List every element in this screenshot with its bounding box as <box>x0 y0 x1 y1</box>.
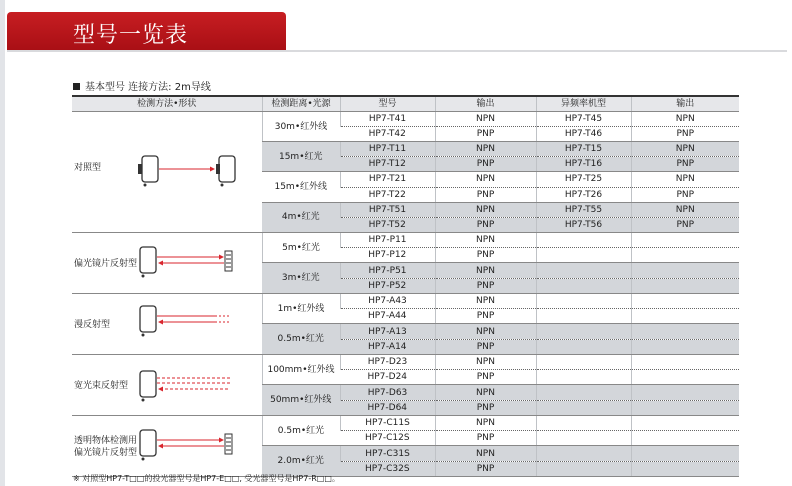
model-cell: HP7-A44 <box>340 309 435 324</box>
model-cell: HP7-T11 <box>340 142 435 157</box>
alt-model-cell: HP7-T15 <box>536 142 631 157</box>
output-cell: PNP <box>435 279 536 294</box>
model-cell: HP7-D63 <box>340 385 435 401</box>
alt-model-cell <box>536 462 631 477</box>
distance-cell: 3m•红光 <box>262 263 340 294</box>
bullet-square-icon <box>73 83 80 90</box>
alt-output-cell <box>631 263 739 279</box>
alt-model-cell: HP7-T55 <box>536 202 631 217</box>
model-cell: HP7-T22 <box>340 187 435 202</box>
output-cell: NPN <box>435 112 536 127</box>
output-cell: NPN <box>435 202 536 217</box>
alt-model-cell: HP7-T25 <box>536 172 631 187</box>
output-cell: NPN <box>435 324 536 340</box>
model-cell: HP7-T12 <box>340 157 435 172</box>
alt-output-cell <box>631 416 739 431</box>
distance-cell: 0.5m•红光 <box>262 324 340 355</box>
table-row <box>72 355 739 370</box>
alt-model-cell <box>536 233 631 248</box>
model-cell: HP7-C12S <box>340 431 435 446</box>
alt-model-cell <box>536 370 631 385</box>
section-heading-text: 基本型号 连接方法: 2m导线 <box>85 82 211 93</box>
model-cell: HP7-T42 <box>340 127 435 142</box>
alt-model-cell <box>536 340 631 355</box>
distance-cell: 50mm•红外线 <box>262 385 340 416</box>
model-cell: HP7-A13 <box>340 324 435 340</box>
alt-model-cell: HP7-T26 <box>536 187 631 202</box>
col-header-alt-output: 输出 <box>631 96 739 112</box>
title-banner <box>7 12 286 50</box>
output-cell: PNP <box>435 218 536 233</box>
alt-output-cell: PNP <box>631 218 739 233</box>
alt-model-cell <box>536 324 631 340</box>
output-cell: PNP <box>435 248 536 263</box>
alt-output-cell <box>631 401 739 416</box>
output-cell: PNP <box>435 187 536 202</box>
distance-cell: 15m•红外线 <box>262 172 340 202</box>
alt-model-cell <box>536 279 631 294</box>
alt-output-cell <box>631 248 739 263</box>
alt-output-cell <box>631 309 739 324</box>
alt-output-cell <box>631 294 739 309</box>
col-header-alt-model: 异频率机型 <box>536 96 631 112</box>
alt-model-cell: HP7-T45 <box>536 112 631 127</box>
method-label: 漫反射型 <box>74 320 111 330</box>
method-label: 宽光束反射型 <box>74 381 129 391</box>
alt-model-cell: HP7-T16 <box>536 157 631 172</box>
alt-model-cell <box>536 431 631 446</box>
model-cell: HP7-P12 <box>340 248 435 263</box>
model-cell: HP7-T21 <box>340 172 435 187</box>
distance-cell: 4m•红光 <box>262 202 340 232</box>
model-cell: HP7-A14 <box>340 340 435 355</box>
retro-reflective-diagram-icon <box>130 241 240 281</box>
alt-output-cell: PNP <box>631 127 739 142</box>
footnote: ※ 对照型HP7-T□□的投光器型号是HP7-E□□, 受光器型号是HP7-R□□。 <box>73 474 340 483</box>
method-cell <box>72 112 262 233</box>
col-header-method: 检测方法•形状 <box>72 96 262 112</box>
alt-output-cell: NPN <box>631 142 739 157</box>
distance-cell: 2.0m•红光 <box>262 446 340 477</box>
alt-model-cell <box>536 294 631 309</box>
alt-model-cell <box>536 446 631 462</box>
distance-cell: 100mm•红外线 <box>262 355 340 385</box>
distance-cell: 0.5m•红光 <box>262 416 340 446</box>
method-label: 透明物体检测用 偏光镜片反射型 <box>74 436 138 458</box>
table-header-row <box>72 96 739 112</box>
model-cell: HP7-T51 <box>340 202 435 217</box>
wide-beam-diagram-icon <box>130 365 240 405</box>
method-cell <box>72 416 262 477</box>
output-cell: PNP <box>435 462 536 477</box>
diffuse-diagram-icon <box>130 300 240 340</box>
alt-output-cell <box>631 370 739 385</box>
alt-model-cell <box>536 355 631 370</box>
output-cell: NPN <box>435 263 536 279</box>
distance-cell: 30m•红外线 <box>262 112 340 142</box>
model-cell: HP7-P52 <box>340 279 435 294</box>
alt-output-cell <box>631 431 739 446</box>
alt-output-cell <box>631 446 739 462</box>
method-label: 对照型 <box>74 163 102 173</box>
alt-output-cell <box>631 279 739 294</box>
output-cell: PNP <box>435 370 536 385</box>
col-header-distance: 检测距离•光源 <box>262 96 340 112</box>
alt-output-cell: PNP <box>631 187 739 202</box>
output-cell: NPN <box>435 355 536 370</box>
model-cell: HP7-C31S <box>340 446 435 462</box>
output-cell: NPN <box>435 233 536 248</box>
section-heading <box>73 78 211 93</box>
output-cell: NPN <box>435 416 536 431</box>
output-cell: NPN <box>435 446 536 462</box>
model-cell: HP7-D64 <box>340 401 435 416</box>
method-cell <box>72 355 262 416</box>
banner-underline <box>7 50 787 52</box>
alt-output-cell <box>631 385 739 401</box>
method-cell <box>72 233 262 294</box>
table-row <box>72 233 739 248</box>
alt-output-cell <box>631 462 739 477</box>
model-cell: HP7-P51 <box>340 263 435 279</box>
alt-model-cell <box>536 248 631 263</box>
distance-cell: 5m•红光 <box>262 233 340 263</box>
alt-output-cell <box>631 233 739 248</box>
alt-output-cell <box>631 355 739 370</box>
page-title: 型号一览表 <box>73 23 189 48</box>
table-row <box>72 112 739 127</box>
output-cell: NPN <box>435 385 536 401</box>
alt-model-cell <box>536 385 631 401</box>
method-cell <box>72 294 262 355</box>
method-label: 偏光镜片反射型 <box>74 259 138 269</box>
alt-model-cell: HP7-T46 <box>536 127 631 142</box>
through-beam-diagram-icon <box>130 150 240 190</box>
alt-model-cell <box>536 309 631 324</box>
alt-output-cell <box>631 324 739 340</box>
alt-output-cell <box>631 340 739 355</box>
model-cell: HP7-D24 <box>340 370 435 385</box>
model-cell: HP7-P11 <box>340 233 435 248</box>
alt-model-cell: HP7-T56 <box>536 218 631 233</box>
alt-model-cell <box>536 416 631 431</box>
col-header-output: 输出 <box>435 96 536 112</box>
output-cell: NPN <box>435 142 536 157</box>
output-cell: PNP <box>435 157 536 172</box>
model-cell: HP7-T41 <box>340 112 435 127</box>
table-row <box>72 416 739 431</box>
model-cell: HP7-D23 <box>340 355 435 370</box>
distance-cell: 1m•红外线 <box>262 294 340 324</box>
alt-model-cell <box>536 401 631 416</box>
model-table <box>72 95 739 477</box>
output-cell: PNP <box>435 340 536 355</box>
left-edge-rule <box>0 0 5 486</box>
model-cell: HP7-T52 <box>340 218 435 233</box>
alt-output-cell: NPN <box>631 172 739 187</box>
alt-model-cell <box>536 263 631 279</box>
output-cell: PNP <box>435 309 536 324</box>
model-cell: HP7-C32S <box>340 462 435 477</box>
output-cell: NPN <box>435 294 536 309</box>
col-header-model: 型号 <box>340 96 435 112</box>
model-cell: HP7-A43 <box>340 294 435 309</box>
output-cell: PNP <box>435 401 536 416</box>
alt-output-cell: NPN <box>631 202 739 217</box>
transparent-retro-diagram-icon <box>130 424 240 464</box>
output-cell: PNP <box>435 431 536 446</box>
table-body <box>72 112 739 477</box>
model-cell: HP7-C11S <box>340 416 435 431</box>
table-row <box>72 294 739 309</box>
alt-output-cell: PNP <box>631 157 739 172</box>
output-cell: NPN <box>435 172 536 187</box>
output-cell: PNP <box>435 127 536 142</box>
alt-output-cell: NPN <box>631 112 739 127</box>
distance-cell: 15m•红光 <box>262 142 340 172</box>
